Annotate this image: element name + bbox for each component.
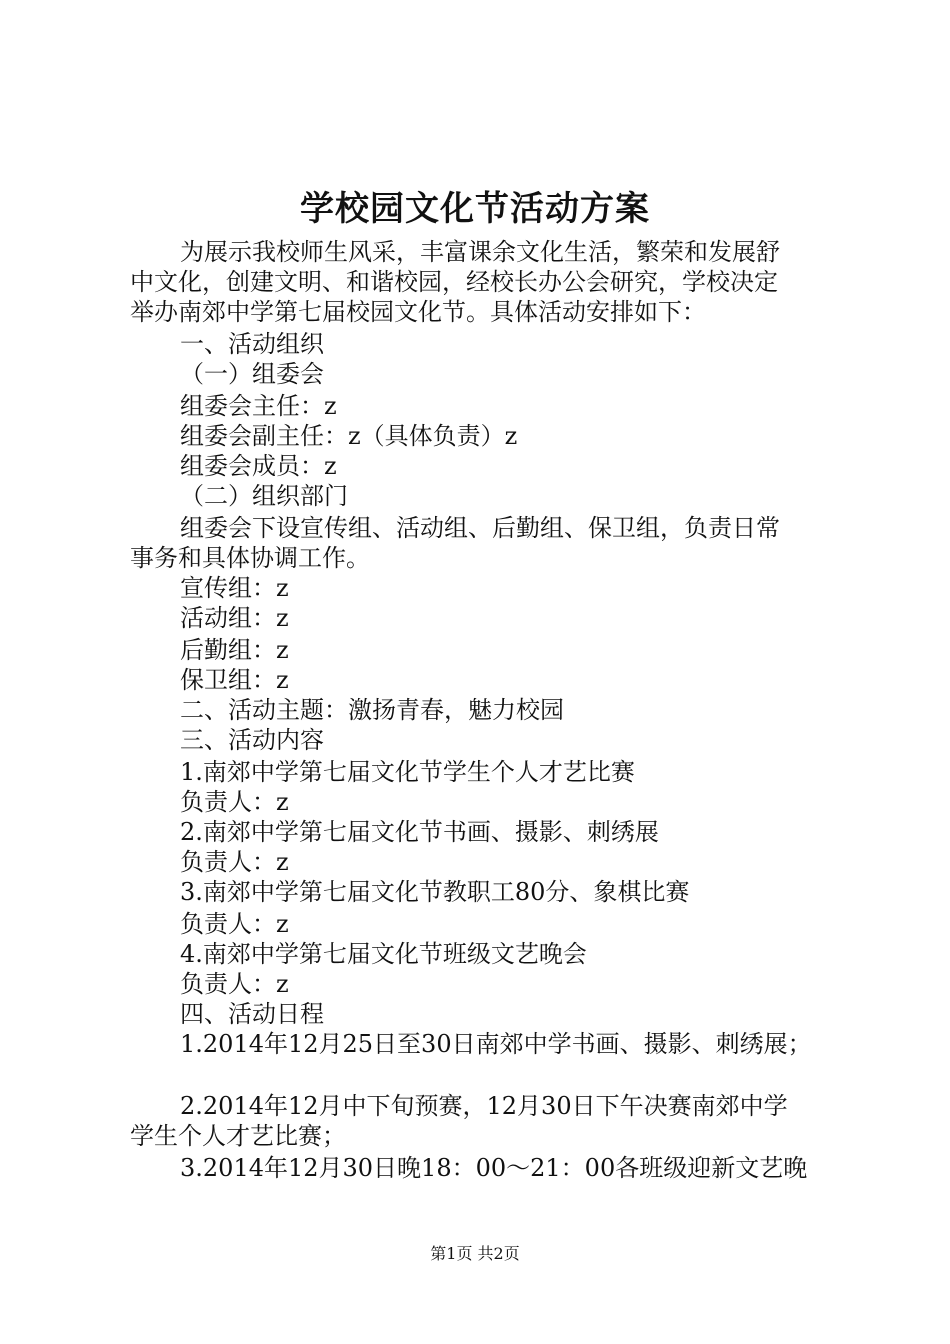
list-item: 2.2014年12月中下旬预赛，12月30日下午决赛南郊中学 bbox=[180, 1092, 788, 1120]
paragraph-line: 组委会成员：z bbox=[180, 452, 337, 480]
paragraph-line: 保卫组：z bbox=[180, 666, 289, 694]
paragraph-line: 负责人：z bbox=[180, 970, 289, 998]
paragraph-line: 组委会下设宣传组、活动组、后勤组、保卫组，负责日常 bbox=[180, 514, 780, 542]
paragraph-line: 活动组：z bbox=[180, 604, 289, 632]
subsection-heading: （一）组委会 bbox=[180, 360, 324, 388]
section-heading: 三、活动内容 bbox=[180, 726, 324, 754]
paragraph-line: 为展示我校师生风采，丰富课余文化生活，繁荣和发展舒 bbox=[180, 238, 780, 266]
paragraph-line: 负责人：z bbox=[180, 848, 289, 876]
list-item: 3.南郊中学第七届文化节教职工80分、象棋比赛 bbox=[180, 878, 690, 906]
list-item: 4.南郊中学第七届文化节班级文艺晚会 bbox=[180, 940, 587, 968]
paragraph-line: 宣传组：z bbox=[180, 574, 289, 602]
section-heading: 二、活动主题：激扬青春，魅力校园 bbox=[180, 696, 564, 724]
paragraph-line: 举办南郊中学第七届校园文化节。具体活动安排如下： bbox=[130, 298, 706, 326]
paragraph-line: 组委会主任：z bbox=[180, 392, 337, 420]
paragraph-line: 负责人：z bbox=[180, 788, 289, 816]
paragraph-line: 学生个人才艺比赛； bbox=[130, 1122, 346, 1150]
paragraph-line: 组委会副主任：z（具体负责）z bbox=[180, 422, 518, 450]
paragraph-line: 后勤组：z bbox=[180, 636, 289, 664]
page-number-footer: 第1页 共2页 bbox=[430, 1244, 520, 1263]
paragraph-line: 中文化，创建文明、和谐校园，经校长办公会研究，学校决定 bbox=[130, 268, 778, 296]
list-item: 2.南郊中学第七届文化节书画、摄影、刺绣展 bbox=[180, 818, 659, 846]
section-heading: 四、活动日程 bbox=[180, 1000, 324, 1028]
list-item: 3.2014年12月30日晚18：00～21：00各班级迎新文艺晚 bbox=[180, 1154, 808, 1182]
list-item: 1.南郊中学第七届文化节学生个人才艺比赛 bbox=[180, 758, 635, 786]
paragraph-line: 负责人：z bbox=[180, 910, 289, 938]
document-title: 学校园文化节活动方案 bbox=[300, 189, 650, 229]
subsection-heading: （二）组织部门 bbox=[180, 482, 348, 510]
section-heading: 一、活动组织 bbox=[180, 330, 324, 358]
paragraph-line: 事务和具体协调工作。 bbox=[130, 544, 370, 572]
list-item: 1.2014年12月25日至30日南郊中学书画、摄影、刺绣展； bbox=[180, 1030, 812, 1058]
